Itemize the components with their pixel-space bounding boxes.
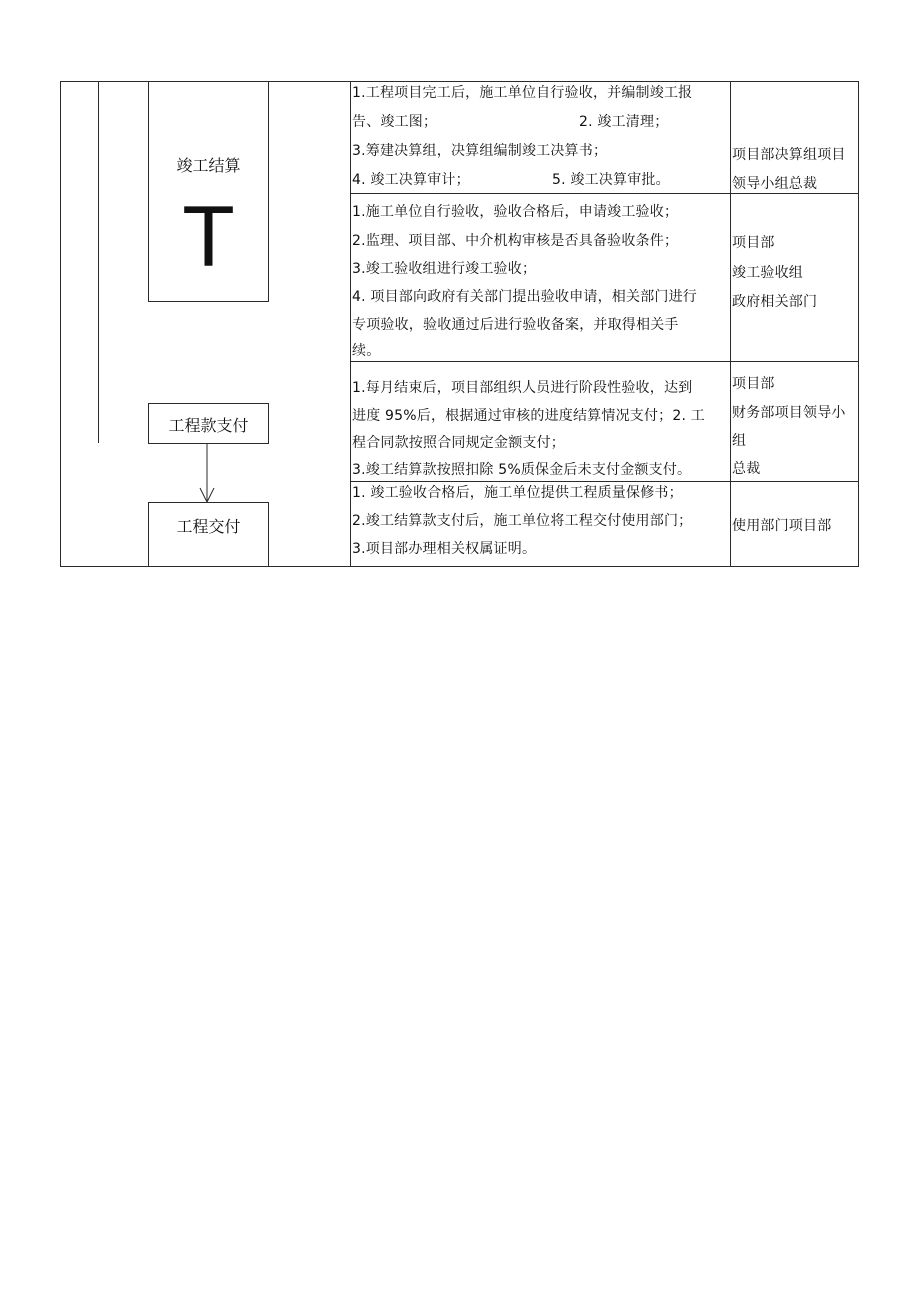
payment-box [148,403,269,444]
row3-responsible-2: 财务部项目领导小 [732,405,846,421]
settlement-box-label: 竣工结算 [176,156,241,175]
table-border-left [60,81,61,567]
row3-line4: 3.竣工结算款按照扣除 5%质保金后未支付金额支付。 [352,462,692,478]
column-divider-responsible [730,81,731,567]
row1-line2: 告、竣工图； [352,114,438,130]
settlement-box-symbol: T [182,189,235,285]
row3-responsible-4: 总裁 [732,461,761,477]
row2-responsible-3: 政府相关部门 [732,294,818,310]
settlement-box-bottom [148,301,269,302]
row1-responsible-1: 项目部决算组项目 [732,147,846,163]
row3-responsible-1: 项目部 [732,376,775,392]
row2-responsible-1: 项目部 [732,235,775,251]
row4-line2: 2.竣工结算款支付后，施工单位将工程交付使用部门； [352,513,693,529]
row2-line4: 4. 项目部向政府有关部门提出验收申请，相关部门进行 [352,289,698,305]
row1-item2: 2. 竣工清理； [579,114,669,130]
row4-responsible-1: 使用部门项目部 [732,518,832,534]
row3-line2: 进度 95%后，根据通过审核的进度结算情况支付；2. 工 [352,408,705,424]
handover-box [148,502,269,567]
handover-box-label: 工程交付 [176,517,241,536]
flow-side-line [98,81,99,443]
row4-line1: 1. 竣工验收合格后，施工单位提供工程质量保修书； [352,485,683,501]
row2-line5: 专项验收，验收通过后进行验收备案，并取得相关手 [352,317,679,333]
row4-line3: 3.项目部办理相关权属证明。 [352,541,537,557]
settlement-box [148,81,269,302]
row-divider [350,361,859,362]
payment-box-label: 工程款支付 [168,416,249,435]
row2-line6: 续。 [352,343,381,359]
row1-line1: 1.工程项目完工后，施工单位自行验收，并编制竣工报 [352,85,693,101]
row1-line3: 3.筹建决算组，决算组编制竣工决算书； [352,143,608,159]
row1-item5: 5. 竣工决算审批。 [552,172,670,188]
row2-line1: 1.施工单位自行验收，验收合格后，申请竣工验收； [352,204,679,220]
flow-arrow-icon [196,444,220,504]
row3-line3: 程合同款按照合同规定金额支付； [352,435,565,451]
row1-responsible-2: 领导小组总裁 [732,176,818,192]
row1-line4: 4. 竣工决算审计； [352,172,470,188]
row2-responsible-2: 竣工验收组 [732,265,803,281]
row2-line2: 2.监理、项目部、中介机构审核是否具备验收条件； [352,233,679,249]
row3-responsible-3: 组 [732,433,747,449]
table-border-right [858,81,859,567]
row2-line3: 3.竣工验收组进行竣工验收； [352,261,537,277]
row3-line1: 1.每月结束后，项目部组织人员进行阶段性验收，达到 [352,380,693,396]
column-divider-description [350,81,351,567]
handover-box-top [148,502,269,503]
